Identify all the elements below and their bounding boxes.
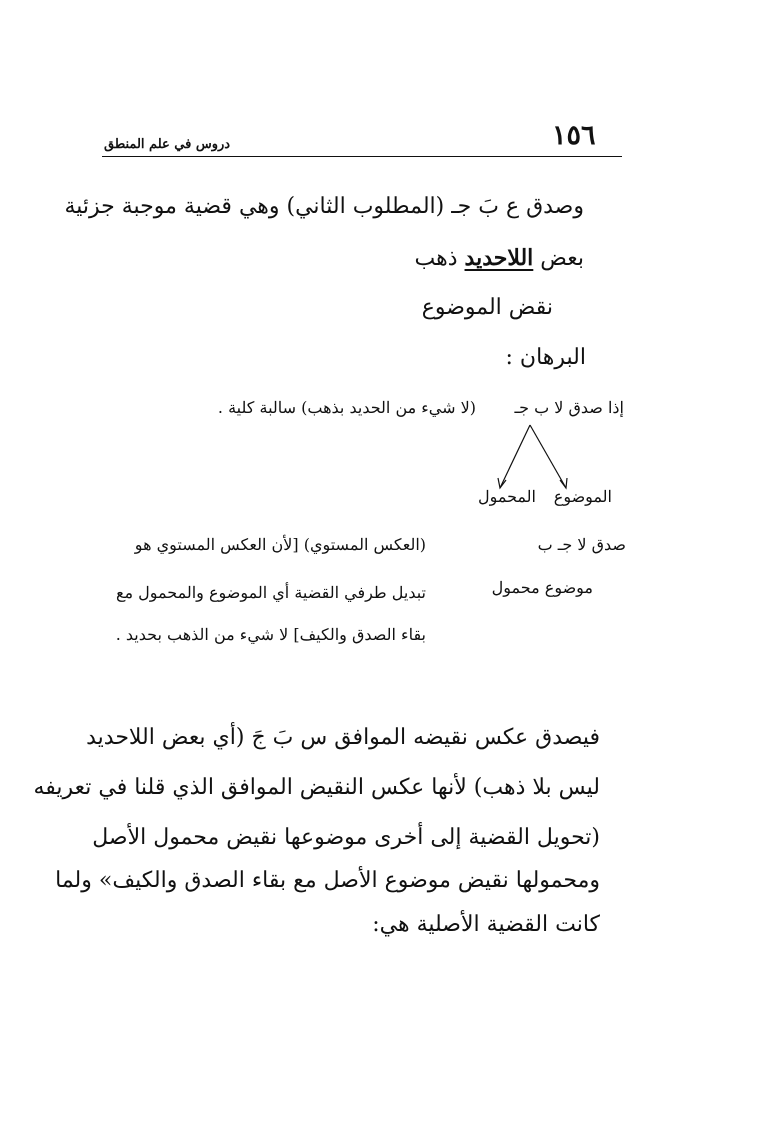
paragraph-line-2: ليس بلا ذهب) لأنها عكس النقيض الموافق الذي قلنا في تعريفه — [33, 775, 600, 800]
conversion-note-3: بقاء الصدق والكيف] لا شيء من الذهب بحديد . — [115, 625, 426, 644]
paragraph-line-4: ومحمولها نقيض موضوع الأصل مع بقاء الصدق والكيف» ولما — [55, 868, 600, 893]
subject-predicate-line: موضوع محمول — [491, 578, 593, 597]
body-line-2-underlined: اللاحديد — [464, 245, 534, 271]
true-not-line: صدق لا جـ ب — [537, 535, 626, 554]
paragraph-line-1: فيصدق عكس نقيضه الموافق س بَ جَ (أي بعض اللاحديد — [86, 725, 600, 750]
body-line-2-suffix: ذهب — [414, 246, 458, 271]
body-line-3: نقض الموضوع — [421, 295, 553, 320]
if-true-line: إذا صدق لا ب جـ — [514, 398, 624, 417]
if-true-paren: (لا شيء من الحديد بذهب) سالبة كلية . — [217, 398, 476, 417]
conversion-note-1: (العكس المستوي) [لأن العكس المستوي هو — [134, 535, 426, 554]
label-predicate: المحمول — [477, 487, 536, 506]
paragraph-line-5: كانت القضية الأصلية هي: — [372, 912, 600, 937]
body-line-2-prefix: بعض — [540, 246, 584, 271]
body-line-1: وصدق ع بَ جـ (المطلوب الثاني) وهي قضية موجبة جزئية — [64, 194, 584, 219]
arrow-line-right — [530, 425, 566, 488]
proof-label: البرهان : — [505, 345, 586, 370]
paragraph-line-3: (تحويل القضية إلى أخرى موضوعها نقيض محمول الأصل — [92, 825, 600, 850]
label-subject: الموضوع — [553, 487, 612, 506]
arrow-line-left — [500, 425, 530, 488]
page-number: ١٥٦ — [552, 120, 596, 151]
body-line-2 — [415, 245, 584, 271]
header-rule — [102, 156, 622, 157]
conversion-note-2: تبديل طرفي القضية أي الموضوع والمحمول مع — [115, 583, 426, 602]
running-title: دروس في علم المنطق — [104, 137, 231, 152]
